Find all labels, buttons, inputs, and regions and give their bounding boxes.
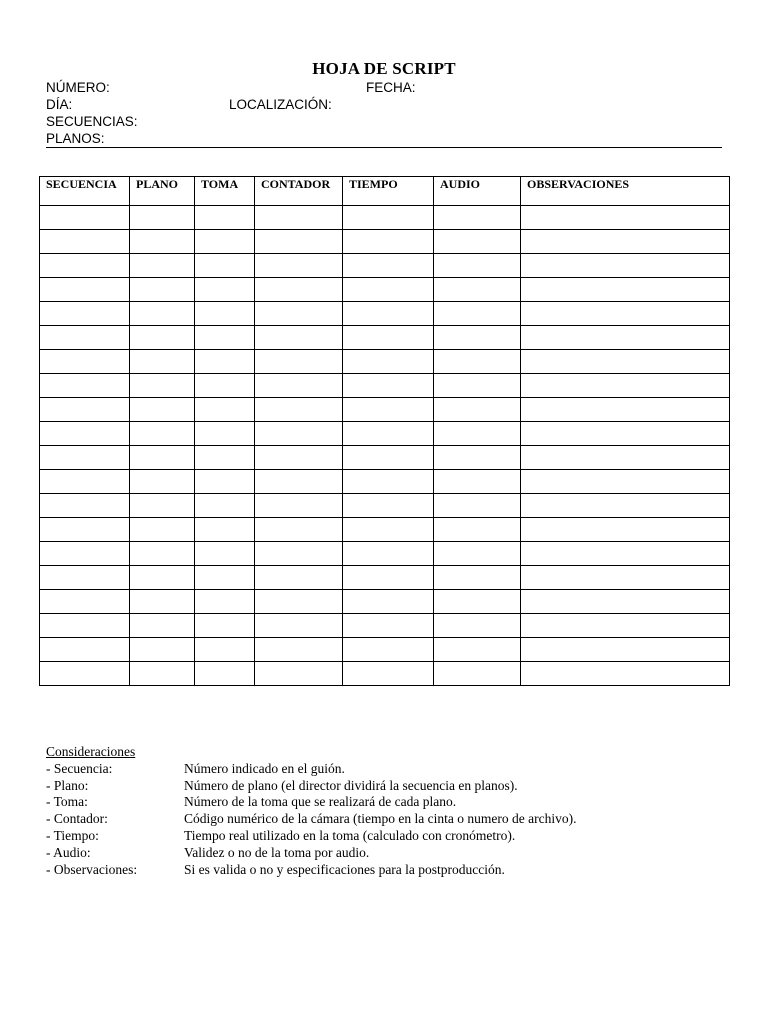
table-cell[interactable] (40, 302, 130, 326)
table-cell[interactable] (343, 662, 434, 686)
consideration-description: Número de la toma que se realizará de cada plano. (184, 794, 457, 810)
column-header-plano: PLANO (130, 177, 195, 206)
table-header-row (40, 177, 730, 206)
table-cell[interactable] (130, 542, 195, 566)
table-cell[interactable] (521, 542, 730, 566)
table-cell[interactable] (40, 470, 130, 494)
consideration-label: - Secuencia: (46, 760, 113, 776)
table-cell[interactable] (40, 374, 130, 398)
table-cell[interactable] (521, 302, 730, 326)
table-row (40, 566, 730, 590)
table-cell[interactable] (521, 278, 730, 302)
table-cell[interactable] (521, 326, 730, 350)
fecha-label: FECHA: (366, 80, 416, 95)
table-cell[interactable] (130, 278, 195, 302)
table-cell[interactable] (343, 350, 434, 374)
table-cell[interactable] (130, 302, 195, 326)
table-cell[interactable] (343, 518, 434, 542)
consideration-label: - Plano: (46, 777, 89, 793)
table-cell[interactable] (130, 326, 195, 350)
table-row (40, 206, 730, 230)
considerations-list (46, 761, 726, 879)
table-cell[interactable] (40, 230, 130, 254)
column-header-observaciones: OBSERVACIONES (521, 177, 730, 206)
considerations-section (46, 744, 726, 878)
table-cell[interactable] (343, 374, 434, 398)
table-row (40, 254, 730, 278)
table-cell[interactable] (343, 470, 434, 494)
table-row (40, 398, 730, 422)
table-cell[interactable] (195, 614, 255, 638)
table-cell[interactable] (434, 470, 521, 494)
table-row (40, 374, 730, 398)
column-header-tiempo: TIEMPO (343, 177, 434, 206)
column-header-audio: AUDIO (434, 177, 521, 206)
consideration-label: - Audio: (46, 844, 91, 860)
table-cell[interactable] (195, 566, 255, 590)
table-cell[interactable] (255, 566, 343, 590)
table-cell[interactable] (521, 350, 730, 374)
consideration-item (46, 794, 726, 811)
table-cell[interactable] (40, 614, 130, 638)
table-cell[interactable] (195, 398, 255, 422)
table-cell[interactable] (521, 638, 730, 662)
table-cell[interactable] (195, 230, 255, 254)
table-cell[interactable] (130, 374, 195, 398)
table-cell[interactable] (255, 326, 343, 350)
table-cell[interactable] (255, 230, 343, 254)
consideration-item (46, 862, 726, 879)
table-row (40, 350, 730, 374)
table-cell[interactable] (195, 206, 255, 230)
table-cell[interactable] (195, 326, 255, 350)
planos-label: PLANOS: (46, 131, 105, 146)
table-cell[interactable] (130, 494, 195, 518)
table-cell[interactable] (195, 470, 255, 494)
table-cell[interactable] (434, 590, 521, 614)
consideration-item (46, 778, 726, 795)
table-cell[interactable] (130, 230, 195, 254)
consideration-label: - Observaciones: (46, 861, 138, 877)
table-cell[interactable] (521, 446, 730, 470)
table-cell[interactable] (434, 638, 521, 662)
table-cell[interactable] (195, 518, 255, 542)
table-row (40, 230, 730, 254)
table-cell[interactable] (130, 638, 195, 662)
table-cell[interactable] (40, 254, 130, 278)
table-cell[interactable] (255, 470, 343, 494)
table-cell[interactable] (434, 518, 521, 542)
table-cell[interactable] (434, 446, 521, 470)
table-cell[interactable] (130, 422, 195, 446)
table-cell[interactable] (130, 446, 195, 470)
script-table (39, 176, 730, 686)
consideration-label: - Tiempo: (46, 827, 99, 843)
table-cell[interactable] (434, 350, 521, 374)
table-cell[interactable] (40, 566, 130, 590)
numero-label: NÚMERO: (46, 80, 110, 95)
table-cell[interactable] (434, 494, 521, 518)
table-cell[interactable] (343, 206, 434, 230)
table-cell[interactable] (130, 518, 195, 542)
table-cell[interactable] (343, 302, 434, 326)
table-cell[interactable] (195, 422, 255, 446)
table-cell[interactable] (521, 590, 730, 614)
consideration-item (46, 761, 726, 778)
table-cell[interactable] (40, 638, 130, 662)
table-cell[interactable] (343, 326, 434, 350)
table-cell[interactable] (434, 614, 521, 638)
table-cell[interactable] (521, 470, 730, 494)
table-cell[interactable] (521, 254, 730, 278)
table-cell[interactable] (255, 590, 343, 614)
table-cell[interactable] (343, 422, 434, 446)
table-row (40, 278, 730, 302)
table-cell[interactable] (255, 278, 343, 302)
table-cell[interactable] (130, 662, 195, 686)
table-cell[interactable] (255, 422, 343, 446)
table-cell[interactable] (434, 278, 521, 302)
table-cell[interactable] (521, 494, 730, 518)
table-cell[interactable] (343, 398, 434, 422)
table-cell[interactable] (343, 230, 434, 254)
table-cell[interactable] (255, 206, 343, 230)
table-cell[interactable] (521, 662, 730, 686)
table-cell[interactable] (255, 518, 343, 542)
table-row (40, 638, 730, 662)
table-cell[interactable] (195, 302, 255, 326)
consideration-description: Validez o no de la toma por audio. (184, 844, 370, 860)
header-divider (46, 147, 722, 148)
table-cell[interactable] (40, 326, 130, 350)
table-cell[interactable] (195, 446, 255, 470)
table-cell[interactable] (255, 350, 343, 374)
table-cell[interactable] (40, 518, 130, 542)
table-cell[interactable] (195, 254, 255, 278)
table-row (40, 326, 730, 350)
table-cell[interactable] (255, 638, 343, 662)
table-cell[interactable] (40, 590, 130, 614)
table-cell[interactable] (521, 422, 730, 446)
table-cell[interactable] (195, 278, 255, 302)
column-header-toma: TOMA (195, 177, 255, 206)
table-row (40, 614, 730, 638)
table-cell[interactable] (521, 206, 730, 230)
table-cell[interactable] (255, 494, 343, 518)
table-cell[interactable] (195, 374, 255, 398)
table-cell[interactable] (521, 518, 730, 542)
secuencias-label: SECUENCIAS: (46, 114, 138, 129)
table-row (40, 446, 730, 470)
table-cell[interactable] (434, 254, 521, 278)
table-row (40, 302, 730, 326)
table-row (40, 470, 730, 494)
table-cell[interactable] (40, 398, 130, 422)
table-cell[interactable] (130, 614, 195, 638)
table-cell[interactable] (130, 566, 195, 590)
table-cell[interactable] (521, 614, 730, 638)
table-cell[interactable] (434, 374, 521, 398)
consideration-label: - Toma: (46, 794, 88, 810)
consideration-description: Número de plano (el director dividirá la secuencia en planos). (184, 777, 518, 793)
table-row (40, 494, 730, 518)
table-cell[interactable] (521, 374, 730, 398)
table-cell[interactable] (195, 542, 255, 566)
table-cell[interactable] (255, 662, 343, 686)
consideration-description: Tiempo real utilizado en la toma (calculado con cronómetro). (184, 827, 516, 843)
table-cell[interactable] (40, 446, 130, 470)
table-cell[interactable] (434, 230, 521, 254)
table-cell[interactable] (130, 590, 195, 614)
table-cell[interactable] (40, 350, 130, 374)
table-cell[interactable] (343, 254, 434, 278)
table-cell[interactable] (40, 278, 130, 302)
table-cell[interactable] (255, 374, 343, 398)
table-cell[interactable] (521, 230, 730, 254)
table-cell[interactable] (343, 278, 434, 302)
dia-label: DÍA: (46, 97, 73, 112)
table-cell[interactable] (130, 470, 195, 494)
table-cell[interactable] (343, 590, 434, 614)
consideration-description: Número indicado en el guión. (184, 760, 345, 776)
table-cell[interactable] (434, 326, 521, 350)
table-body (40, 206, 730, 686)
table-cell[interactable] (343, 566, 434, 590)
table-cell[interactable] (434, 542, 521, 566)
table-row (40, 590, 730, 614)
table-cell[interactable] (40, 542, 130, 566)
table-cell[interactable] (434, 302, 521, 326)
table-cell[interactable] (434, 566, 521, 590)
table-cell[interactable] (40, 662, 130, 686)
table-cell[interactable] (343, 614, 434, 638)
table-cell[interactable] (521, 566, 730, 590)
table-row (40, 662, 730, 686)
table-cell[interactable] (130, 350, 195, 374)
table-cell[interactable] (255, 254, 343, 278)
table-cell[interactable] (195, 590, 255, 614)
table-cell[interactable] (130, 398, 195, 422)
table-cell[interactable] (521, 398, 730, 422)
table-cell[interactable] (195, 662, 255, 686)
table-cell[interactable] (40, 422, 130, 446)
table-cell[interactable] (195, 638, 255, 662)
table-cell[interactable] (434, 422, 521, 446)
table-cell[interactable] (255, 398, 343, 422)
column-header-secuencia: SECUENCIA (40, 177, 130, 206)
table-cell[interactable] (343, 494, 434, 518)
consideration-item (46, 811, 726, 828)
table-cell[interactable] (255, 302, 343, 326)
table-cell[interactable] (434, 398, 521, 422)
table-row (40, 542, 730, 566)
table-cell[interactable] (343, 638, 434, 662)
table-cell[interactable] (434, 662, 521, 686)
table-cell[interactable] (343, 542, 434, 566)
table-cell[interactable] (40, 494, 130, 518)
table-cell[interactable] (130, 206, 195, 230)
table-row (40, 518, 730, 542)
table-cell[interactable] (255, 446, 343, 470)
document-title: HOJA DE SCRIPT (312, 59, 456, 78)
table-cell[interactable] (40, 206, 130, 230)
localizacion-label: LOCALIZACIÓN: (229, 97, 332, 112)
table-cell[interactable] (343, 446, 434, 470)
table-cell[interactable] (434, 206, 521, 230)
considerations-title: Consideraciones (46, 744, 136, 759)
table-cell[interactable] (195, 350, 255, 374)
consideration-label: - Contador: (46, 811, 108, 827)
table-cell[interactable] (255, 542, 343, 566)
consideration-item (46, 828, 726, 845)
column-header-contador: CONTADOR (255, 177, 343, 206)
table-cell[interactable] (130, 254, 195, 278)
table-cell[interactable] (195, 494, 255, 518)
consideration-description: Si es valida o no y especificaciones para la postproducción. (184, 861, 505, 877)
table-cell[interactable] (255, 614, 343, 638)
consideration-item (46, 845, 726, 862)
consideration-description: Código numérico de la cámara (tiempo en la cinta o numero de archivo). (184, 811, 577, 827)
table-row (40, 422, 730, 446)
